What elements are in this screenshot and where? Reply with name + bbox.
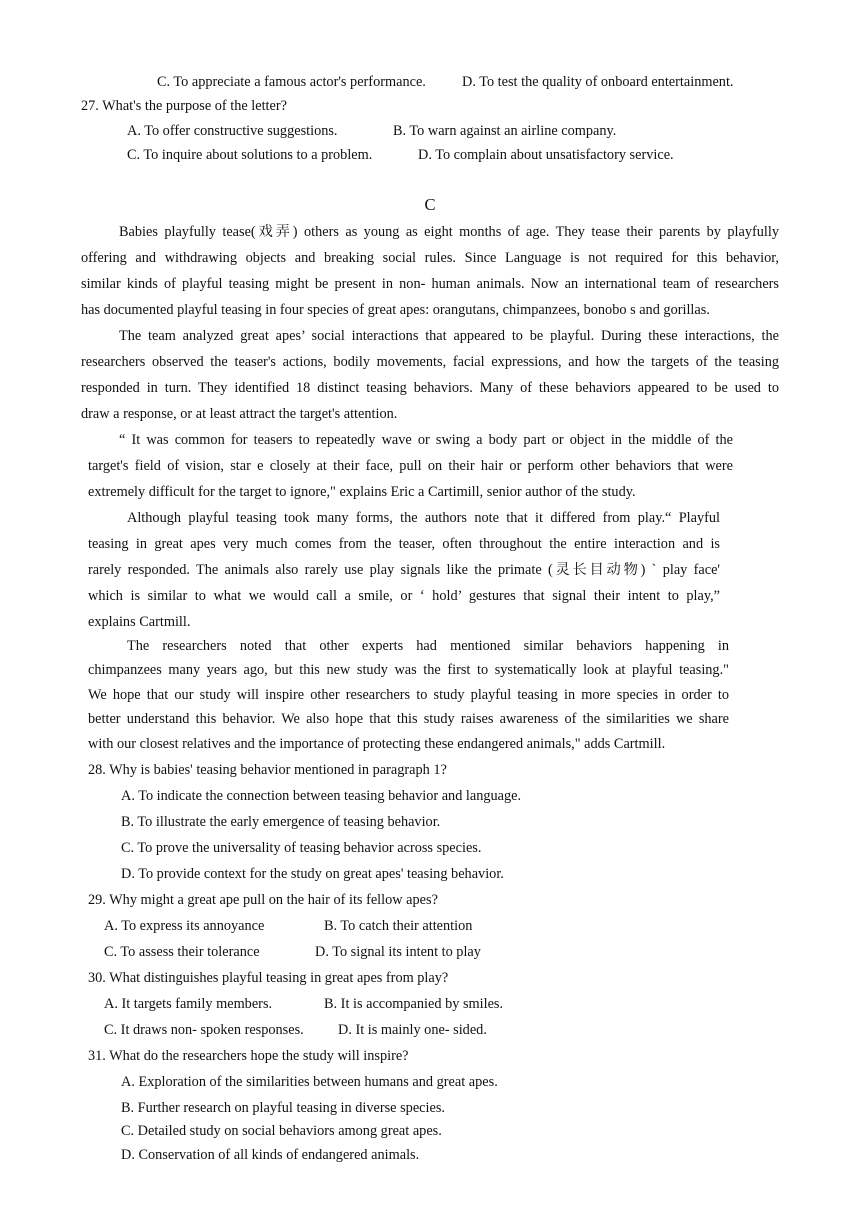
passage-line: rarely responded. The animals also rarely use play signals like the primate (灵长目动物) ` play face' xyxy=(88,562,720,578)
option-a: A. To offer constructive suggestions. xyxy=(127,123,338,139)
option-c: C. It draws non- spoken responses. xyxy=(104,1022,304,1038)
passage-line: The team analyzed great apes’ social interactions that appeared to be playful. During these interactions, the xyxy=(119,328,779,344)
option-c: C. To assess their tolerance xyxy=(104,944,260,960)
passage-line: with our closest relatives and the importance of protecting these endangered animals," adds Cartmill. xyxy=(88,736,666,752)
question-stem: 27. What's the purpose of the letter? xyxy=(81,98,287,114)
option-b: B. Further research on playful teasing in diverse species. xyxy=(121,1100,445,1116)
option-d: D. To signal its intent to play xyxy=(315,944,481,960)
passage-line: draw a response, or at least attract the target's attention. xyxy=(81,406,398,422)
passage-line: We hope that our study will inspire other researchers to study playful teasing in more species in order to xyxy=(88,687,729,703)
option-a: A. Exploration of the similarities between humans and great apes. xyxy=(121,1074,498,1090)
passage-line: better understand this behavior. We also hope that this study raises awareness of the similarities we share xyxy=(88,711,729,727)
question-stem: 29. Why might a great ape pull on the hair of its fellow apes? xyxy=(88,892,438,908)
question-stem: 28. Why is babies' teasing behavior mentioned in paragraph 1? xyxy=(88,762,447,778)
option-b: B. To illustrate the early emergence of teasing behavior. xyxy=(121,814,441,830)
option-b: B. To warn against an airline company. xyxy=(393,123,617,139)
option-c: C. To prove the universality of teasing behavior across species. xyxy=(121,840,482,856)
option-c: C. To appreciate a famous actor's performance. xyxy=(157,74,426,90)
option-b: B. It is accompanied by smiles. xyxy=(324,996,504,1012)
option-d: D. To complain about unsatisfactory service. xyxy=(418,147,674,163)
passage-line: The researchers noted that other experts had mentioned similar behaviors happening in xyxy=(127,638,729,654)
passage-line: teasing in great apes very much comes from the teaser, often throughout the entire interaction and is xyxy=(88,536,720,552)
section-title: C xyxy=(424,195,436,214)
passage-line: extremely difficult for the target to ignore," explains Eric a Cartimill, senior author of the study. xyxy=(88,484,636,500)
option-a: A. To indicate the connection between teasing behavior and language. xyxy=(121,788,522,804)
passage-line: Babies playfully tease(戏弄) others as young as eight months of age. They tease their parents by playfully xyxy=(119,224,779,240)
passage-line: which is similar to what we would call a smile, or ‘ hold’ gestures that signal their intent to play,” xyxy=(88,588,720,604)
passage-line: Although playful teasing took many forms, the authors note that it differed from play.“ Playful xyxy=(127,510,720,526)
passage-line: responded in turn. They identified 18 distinct teasing behaviors. Many of these behaviors appeared to be used to xyxy=(81,380,779,396)
option-c: C. To inquire about solutions to a problem. xyxy=(127,147,373,163)
option-a: A. To express its annoyance xyxy=(104,918,265,934)
option-c: C. Detailed study on social behaviors among great apes. xyxy=(121,1123,442,1139)
passage-line: offering and withdrawing objects and breaking social rules. Since Language is not required for this behavior, xyxy=(81,250,779,266)
passage-line: explains Cartmill. xyxy=(88,614,191,630)
option-d: D. To provide context for the study on great apes' teasing behavior. xyxy=(121,866,504,882)
option-d: D. To test the quality of onboard entertainment. xyxy=(462,74,734,90)
passage-line: chimpanzees many years ago, but this new study was the first to systematically look at playful teasing." xyxy=(88,662,729,678)
passage-line: target's field of vision, star e closely at their face, pull on their hair or perform other behaviors that were xyxy=(88,458,733,474)
passage-line: similar kinds of playful teasing might be present in non- human animals. Now an international team of researchers xyxy=(81,276,779,292)
passage-line: researchers observed the teaser's actions, bodily movements, facial expressions, and how the targets of the teasing xyxy=(81,354,779,370)
option-a: A. It targets family members. xyxy=(104,996,273,1012)
option-d: D. Conservation of all kinds of endangered animals. xyxy=(121,1147,420,1163)
question-stem: 31. What do the researchers hope the study will inspire? xyxy=(88,1048,409,1064)
passage-line: “ It was common for teasers to repeatedly wave or swing a body part or object in the middle of the xyxy=(119,432,733,448)
question-stem: 30. What distinguishes playful teasing in great apes from play? xyxy=(88,970,449,986)
passage-line: has documented playful teasing in four species of great apes: orangutans, chimpanzees, bonobo s and gorillas. xyxy=(81,302,710,318)
option-d: D. It is mainly one- sided. xyxy=(338,1022,487,1038)
option-b: B. To catch their attention xyxy=(324,918,473,934)
